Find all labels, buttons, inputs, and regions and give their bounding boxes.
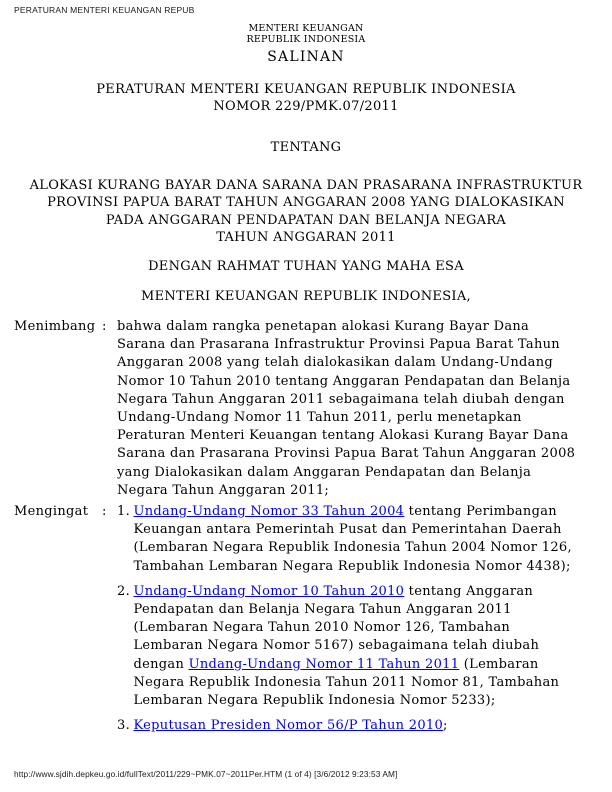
item-text-segment: tentang Perimbangan Keuangan antara Pemerintah Pusat dan Pemerintahan Daerah (Lembaran Negara Republik Indonesia Tahun 2004 Nomor 126, Tambahan Lembaran Negara Republik Indonesia Nomor 4438); (133, 504, 572, 574)
item-text-segment: tentang Anggaran Pendapatan dan Belanja Negara Tahun Anggaran 2011 (Lembaran Negara Tahun 2010 Nomor 126, Tambahan Lembaran Negara Nomor 5167) sebagaimana telah diubah dengan (133, 583, 540, 672)
law-link[interactable]: Keputusan Presiden Nomor 56/P Tahun 2010 (133, 718, 444, 734)
issuer-line: MENTERI KEUANGAN REPUBLIK INDONESIA, (141, 289, 471, 304)
item-number: 2. (117, 583, 131, 599)
item-number: 3. (117, 718, 131, 734)
copy-label: SALINAN (267, 49, 345, 65)
menimbang-text: bahwa dalam rangka penetapan alokasi Kurang Bayar Dana Sarana dan Prasarana Infrastruktur Provinsi Papua Barat Tahun Anggaran 2008 yang telah dialokasikan dalam Undang-Undang Nomor 10 Tahun 2010 tentang Anggaran Pendapatan dan Belanja Negara Tahun Anggaran 2011 sebagaimana telah diubah dengan Undang-Undang Nomor 11 Tahun 2011, perlu menetapkan Peraturan Menteri Keuangan tentang Alokasi Kurang Bayar Dana Sarana dan Prasarana Provinsi Papua Barat Tahun Anggaran 2008 yang Dialokasikan dalam Anggaran Pendapatan dan Belanja Negara Tahun Anggaran 2011; (117, 319, 576, 498)
subject-line: PROVINSI PAPUA BARAT TAHUN ANGGARAN 2008 YANG DIALOKASIKAN (47, 195, 565, 211)
law-link[interactable]: Undang-Undang Nomor 11 Tahun 2011 (188, 656, 460, 672)
item-number: 1. (117, 504, 131, 519)
print-header-title: PERATURAN MENTERI KEUANGAN REPUB (14, 5, 195, 15)
subject-line: TAHUN ANGGARAN 2011 (216, 229, 396, 245)
menimbang-label: Menimbang (14, 319, 96, 334)
regulation-title: PERATURAN MENTERI KEUANGAN REPUBLIK INDONESIA (96, 82, 516, 97)
letterhead-ministry: MENTERI KEUANGAN (248, 23, 364, 34)
letterhead (0, 23, 612, 45)
item-text-segment: ; (443, 718, 448, 734)
invocation-line: DENGAN RAHMAT TUHAN YANG MAHA ESA (148, 259, 464, 274)
subject-title (0, 177, 612, 246)
mengingat-section (14, 503, 580, 735)
mengingat-label: Mengingat (14, 504, 89, 519)
subject-line: ALOKASI KURANG BAYAR DANA SARANA DAN PRASARANA INFRASTRUKTUR (29, 178, 583, 193)
legal-basis-item (117, 583, 580, 710)
legal-basis-item (117, 503, 580, 576)
page-footer-url: http://www.sjdih.depkeu.go.id/fullText/2011/229~PMK.07~2011Per.HTM (1 of 4) [3/6/2012 9:23:53 AM] (14, 769, 398, 779)
regulation-heading (0, 81, 612, 116)
mengingat-colon: : (102, 504, 107, 519)
law-link[interactable]: Undang-Undang Nomor 33 Tahun 2004 (133, 504, 405, 519)
letterhead-republic: REPUBLIK INDONESIA (246, 34, 366, 46)
menimbang-colon: : (102, 319, 107, 334)
item-text-segment: (Lembaran Negara Republik Indonesia Tahun 2011 Nomor 81, Tambahan Lembaran Negara Republik Indonesia Nomor 5233); (133, 656, 560, 709)
menimbang-section (14, 318, 580, 500)
legal-basis-item (117, 717, 580, 735)
item-text (134, 503, 581, 576)
subject-line: PADA ANGGARAN PENDAPATAN DAN BELANJA NEGARA (105, 212, 507, 228)
item-text (134, 583, 581, 710)
item-text (134, 717, 581, 735)
tentang-label: TENTANG (270, 140, 342, 155)
legal-basis-list (117, 503, 580, 735)
law-link[interactable]: Undang-Undang Nomor 10 Tahun 2010 (133, 583, 405, 599)
regulation-number: NOMOR 229/PMK.07/2011 (213, 99, 399, 115)
